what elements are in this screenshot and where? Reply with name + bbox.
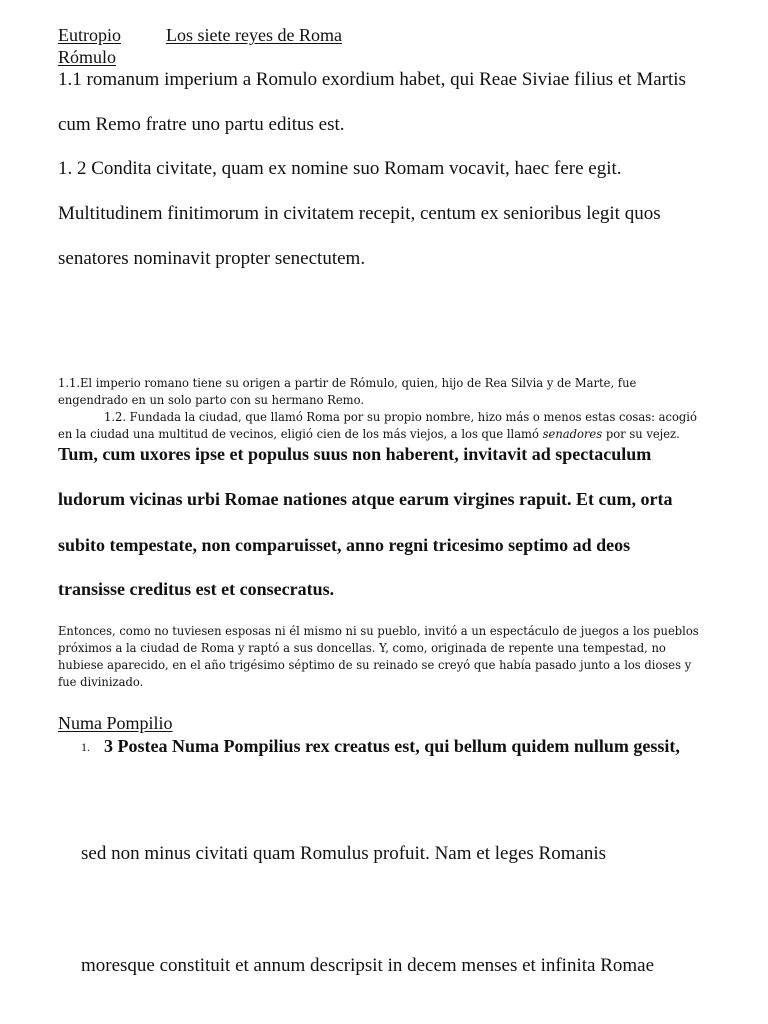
translation-line: [58, 428, 680, 440]
latin-line: Tum, cum uxores ipse et populus suus non haberent, invitavit ad spectaculum: [58, 444, 652, 464]
author-name: Eutropio: [58, 25, 121, 45]
list-number: 1.: [81, 740, 90, 754]
translation-text: por su vejez.: [602, 426, 680, 441]
translation-line: 1.2. Fundada la ciudad, que llamó Roma por su propio nombre, hizo más o menos estas cosas: acogió: [104, 409, 697, 424]
latin-line: cum Remo fratre uno partu editus est.: [58, 114, 345, 135]
latin-line: 1. 2 Condita civitate, quam ex nomine suo Romam vocavit, haec fere egit.: [58, 158, 622, 179]
latin-line: sed non minus civitati quam Romulus profuit. Nam et leges Romanis: [81, 843, 607, 864]
latin-line: ludorum vicinas urbi Romae nationes atque earum virgines rapuit. Et cum, orta: [58, 489, 673, 509]
translation-line: fue divinizado.: [58, 674, 144, 689]
latin-line: 1.1 romanum imperium a Romulo exordium habet, qui Reae Siviae filius et Martis: [58, 69, 686, 90]
latin-line: senatores nominavit propter senectutem.: [58, 248, 366, 269]
latin-line: transisse creditus est et consecratus.: [58, 579, 335, 599]
latin-line: subito tempestate, non comparuisset, anno regni tricesimo septimo ad deos: [58, 535, 631, 555]
translation-line: hubiese aparecido, en el año trigésimo séptimo de su reinado se creyó que había pasado junto a los dioses y: [58, 657, 692, 672]
translation-line: engendrado en un solo parto con su hermano Remo.: [58, 392, 364, 407]
translation-emphasis: senadores: [542, 426, 603, 441]
translation-line: Entonces, como no tuviesen esposas ni él mismo ni su pueblo, invitó a un espectáculo de juegos a los pueblos: [58, 623, 699, 638]
translation-line: próximos a la ciudad de Roma y raptó a sus doncellas. Y, como, originada de repente una tempestad, no: [58, 640, 666, 655]
translation-text: en la ciudad una multitud de vecinos, eligió cien de los más viejos, a los que llamó: [58, 426, 543, 441]
translation-line: 1.1.El imperio romano tiene su origen a partir de Rómulo, quien, hijo de Rea Silvia y de Marte, fue: [58, 375, 637, 390]
latin-line: 3 Postea Numa Pompilius rex creatus est, qui bellum quidem nullum gessit,: [104, 736, 680, 756]
section-heading-numa: Numa Pompilio: [58, 713, 173, 733]
latin-line: Multitudinem finitimorum in civitatem recepit, centum ex senioribus legit quos: [58, 203, 661, 224]
latin-line: moresque constituit et annum descripsit in decem menses et infinita Romae: [81, 955, 655, 976]
document-title: Los siete reyes de Roma: [166, 25, 342, 45]
section-heading-romulo: Rómulo: [58, 47, 117, 67]
